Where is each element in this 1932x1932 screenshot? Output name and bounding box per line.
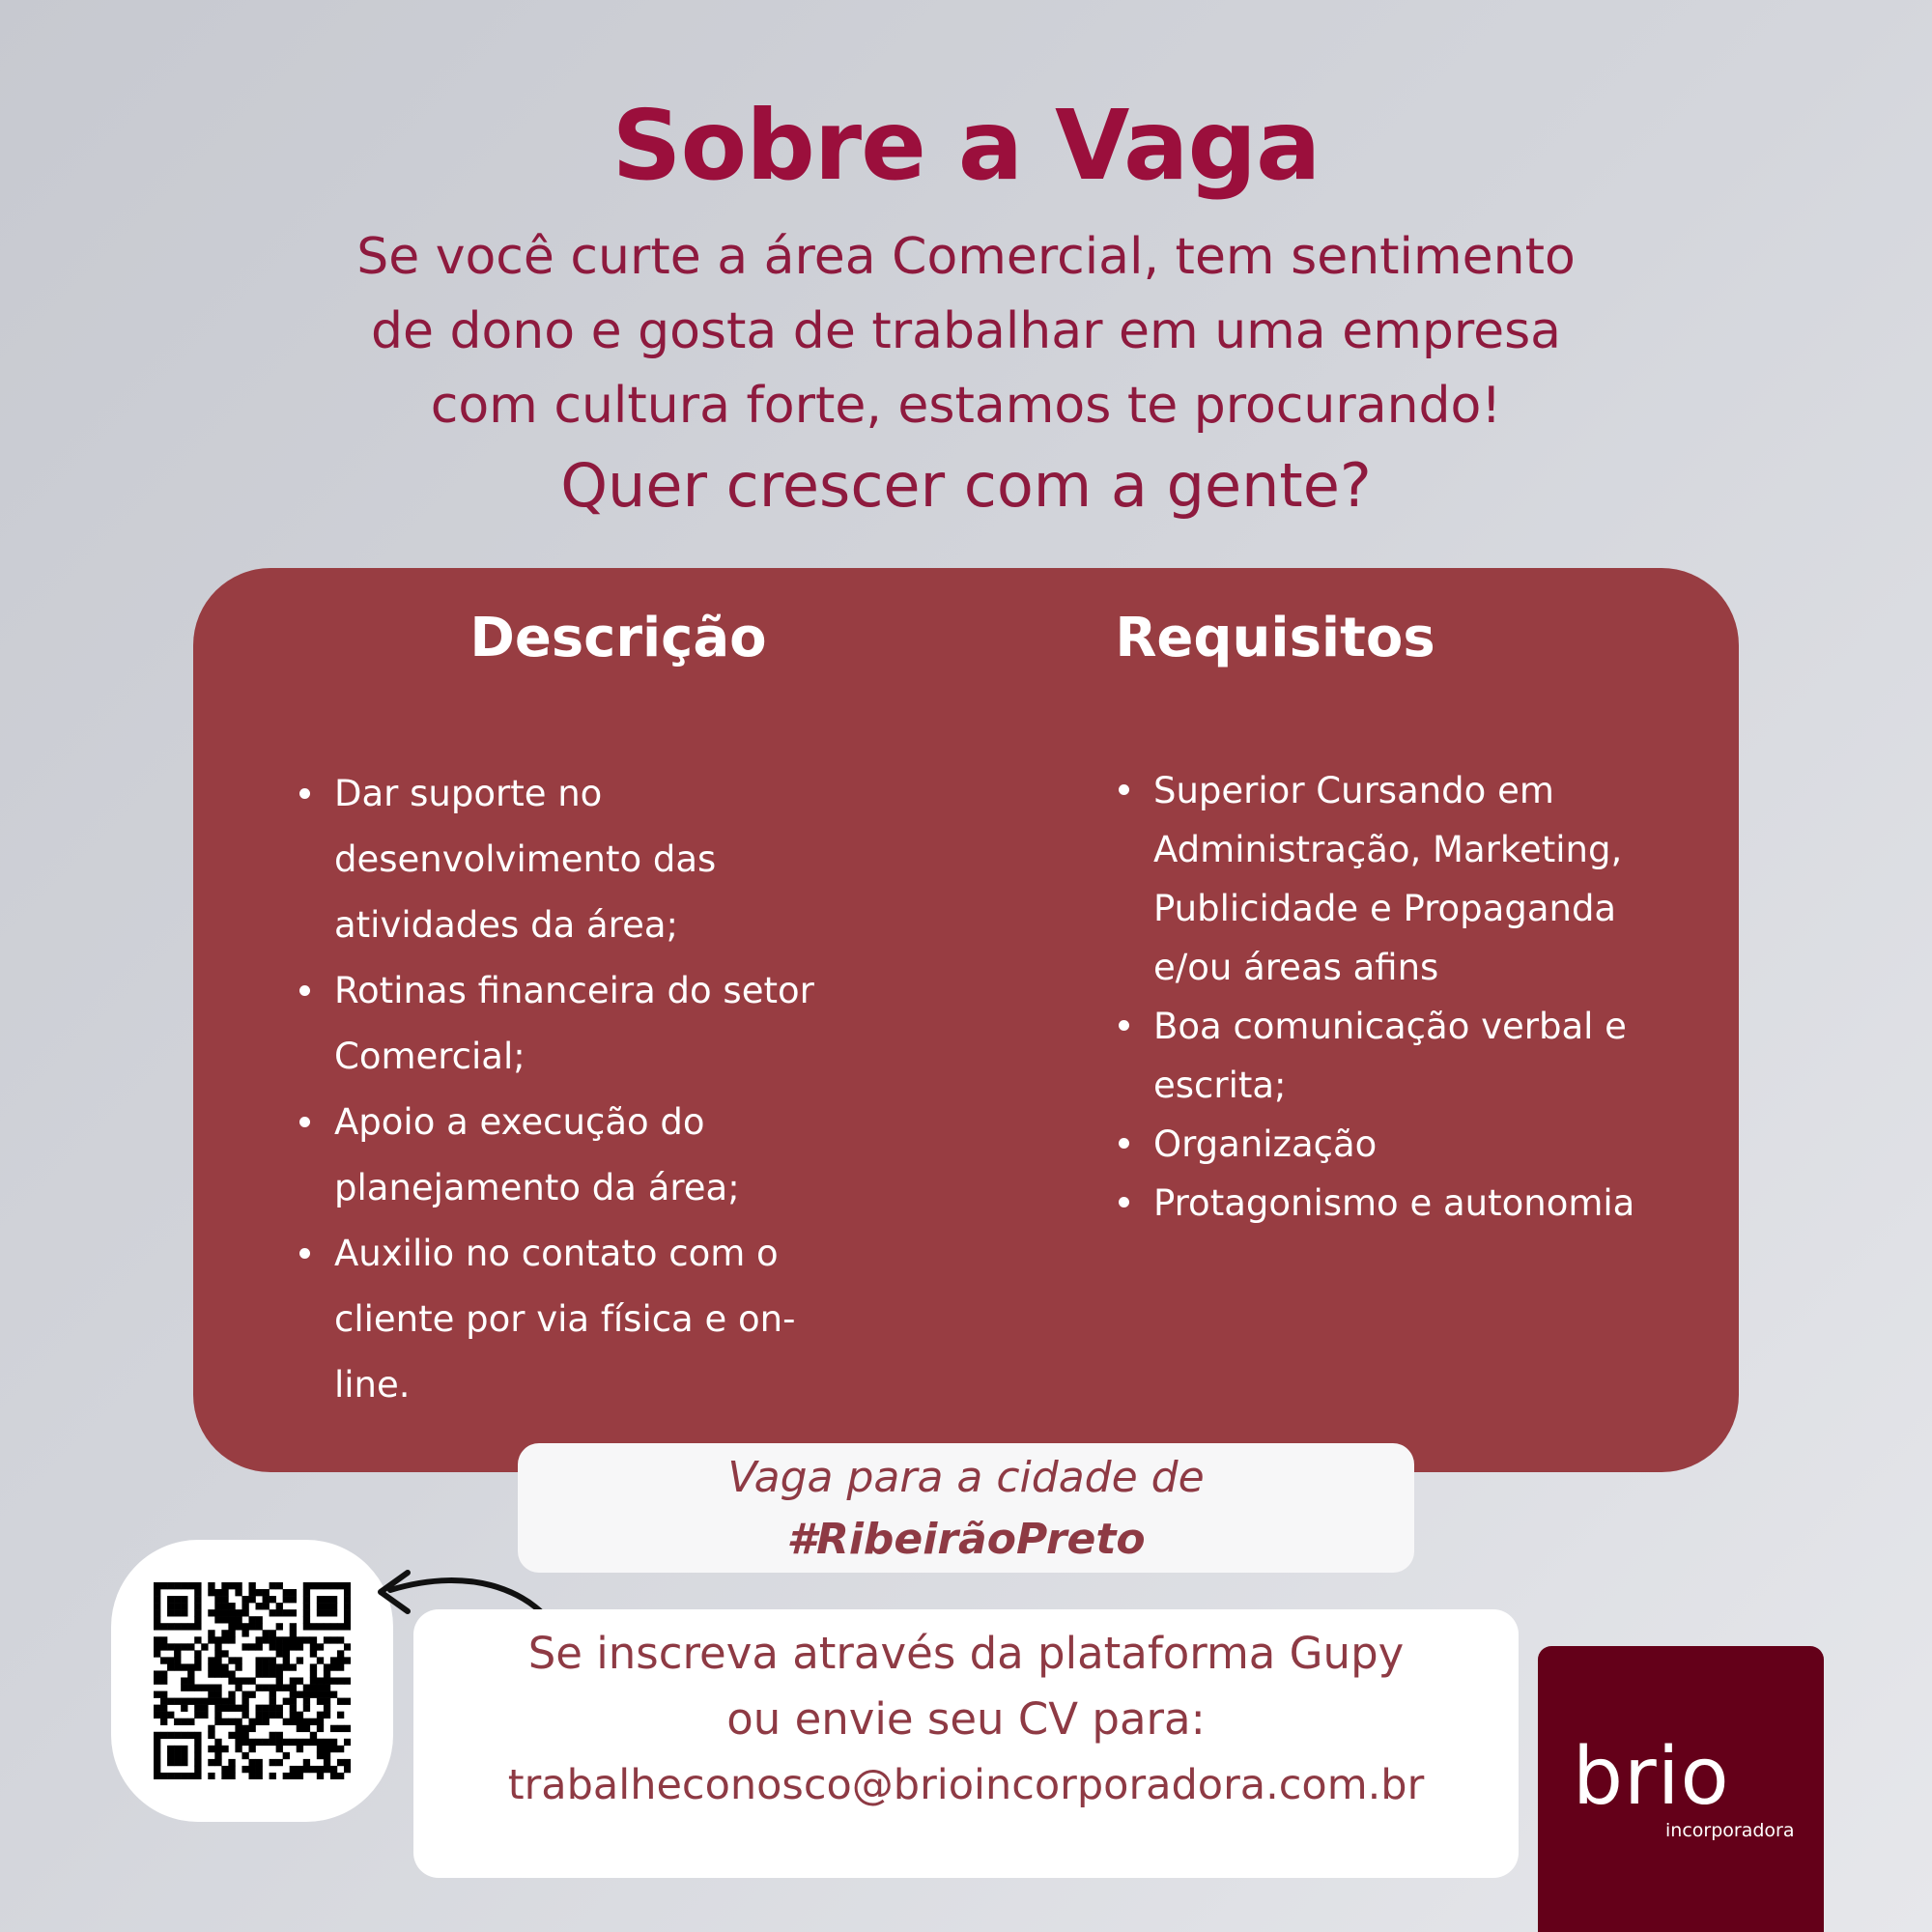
requisitos-list [1119, 761, 1679, 1233]
intro-line: Se você curte a área Comercial, tem sentimento [356, 228, 1576, 286]
signup-line: Se inscreva através da plataforma Gupy [527, 1628, 1405, 1679]
list-item: Apoio a execução do planejamento da área; [299, 1090, 840, 1221]
page-title: Sobre a Vaga [611, 89, 1321, 202]
signup-line: ou envie seu CV para: [726, 1693, 1206, 1745]
descricao-list [299, 761, 840, 1418]
qr-code[interactable] [111, 1540, 393, 1822]
call-to-action: Quer crescer com a gente? [560, 450, 1372, 521]
city-box [518, 1443, 1414, 1573]
brio-logo [1538, 1646, 1824, 1932]
logo-wordmark: brio [1573, 1731, 1730, 1823]
city-hashtag: #RibeirãoPreto [786, 1515, 1146, 1564]
list-item: Superior Cursando em Administração, Marketing, Publicidade e Propaganda e/ou áreas afins [1119, 761, 1679, 997]
intro-line: com cultura forte, estamos te procurando! [430, 377, 1502, 435]
list-item: Auxilio no contato com o cliente por via física e on-line. [299, 1221, 840, 1418]
logo-subtitle: incorporadora [1665, 1820, 1795, 1841]
list-item: Rotinas financeira do setor Comercial; [299, 958, 840, 1090]
city-label: Vaga para a cidade de [727, 1453, 1205, 1502]
intro-line: de dono e gosta de trabalhar em uma empresa [370, 302, 1562, 360]
list-item: Dar suporte no desenvolvimento das atividades da área; [299, 761, 840, 958]
qr-code-icon [154, 1582, 351, 1779]
list-item: Boa comunicação verbal e escrita; [1119, 997, 1679, 1115]
signup-box [413, 1609, 1519, 1878]
requisitos-title: Requisitos [1115, 607, 1435, 669]
email-link[interactable]: trabalheconosco@brioincorporadora.com.br [507, 1761, 1425, 1809]
job-details-card [193, 568, 1739, 1472]
list-item: Organização [1119, 1115, 1679, 1174]
list-item: Protagonismo e autonomia [1119, 1174, 1679, 1233]
intro-text [193, 220, 1739, 443]
descricao-title: Descrição [469, 607, 767, 669]
